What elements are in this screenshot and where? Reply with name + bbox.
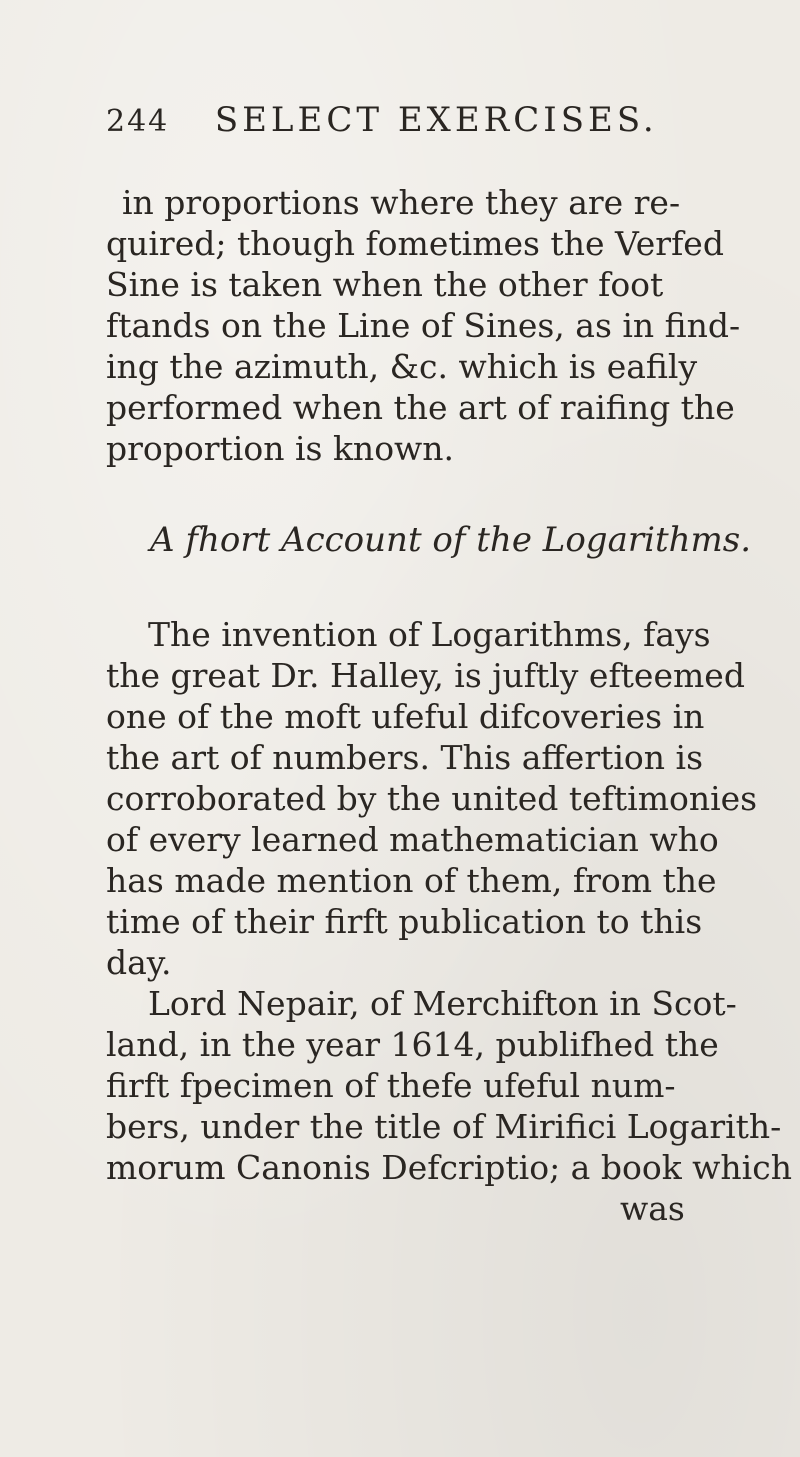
text-line: day.: [106, 943, 172, 982]
text-line: The invention of Logarithms, fays: [148, 615, 711, 654]
text-line: the art of numbers. This affertion is: [106, 738, 704, 777]
text-line: performed when the art of raifing the: [106, 388, 735, 427]
text-line: quired; though fometimes the Verfed: [106, 224, 724, 263]
text-line: land, in the year 1614, publifhed the: [106, 1025, 719, 1064]
text-line: time of their firft publication to this: [106, 902, 703, 941]
text-line: has made mention of them, from the: [106, 861, 717, 900]
text-line: bers, under the title of Mirifici Logarith-: [106, 1107, 782, 1146]
running-title: SELECT EXERCISES.: [214, 100, 658, 140]
text-line: corroborated by the united teftimonies: [106, 779, 758, 818]
text-line: firft fpecimen of thefe ufeful num-: [106, 1066, 676, 1105]
text-line: ing the azimuth, &c. which is eafily: [106, 347, 698, 386]
text-line: the great Dr. Halley, is juftly efteemed: [106, 656, 745, 695]
page-header: [106, 100, 666, 150]
text-line: one of the moft ufeful difcoveries in: [106, 697, 705, 736]
section-heading: A fhort Account of the Logarithms.: [150, 520, 752, 560]
text-line: Sine is taken when the other foot: [106, 265, 664, 304]
text-line: of every learned mathematician who: [106, 820, 719, 859]
text-line: in proportions where they are re-: [122, 183, 681, 222]
text-line: morum Canonis Defcriptio; a book which: [106, 1148, 792, 1187]
text-line: Lord Nepair, of Merchifton in Scot-: [148, 984, 737, 1023]
text-line: ftands on the Line of Sines, as in find-: [106, 306, 741, 345]
text-line: proportion is known.: [106, 429, 455, 468]
catchword: was: [620, 1189, 685, 1228]
page-number: 244: [106, 104, 170, 139]
